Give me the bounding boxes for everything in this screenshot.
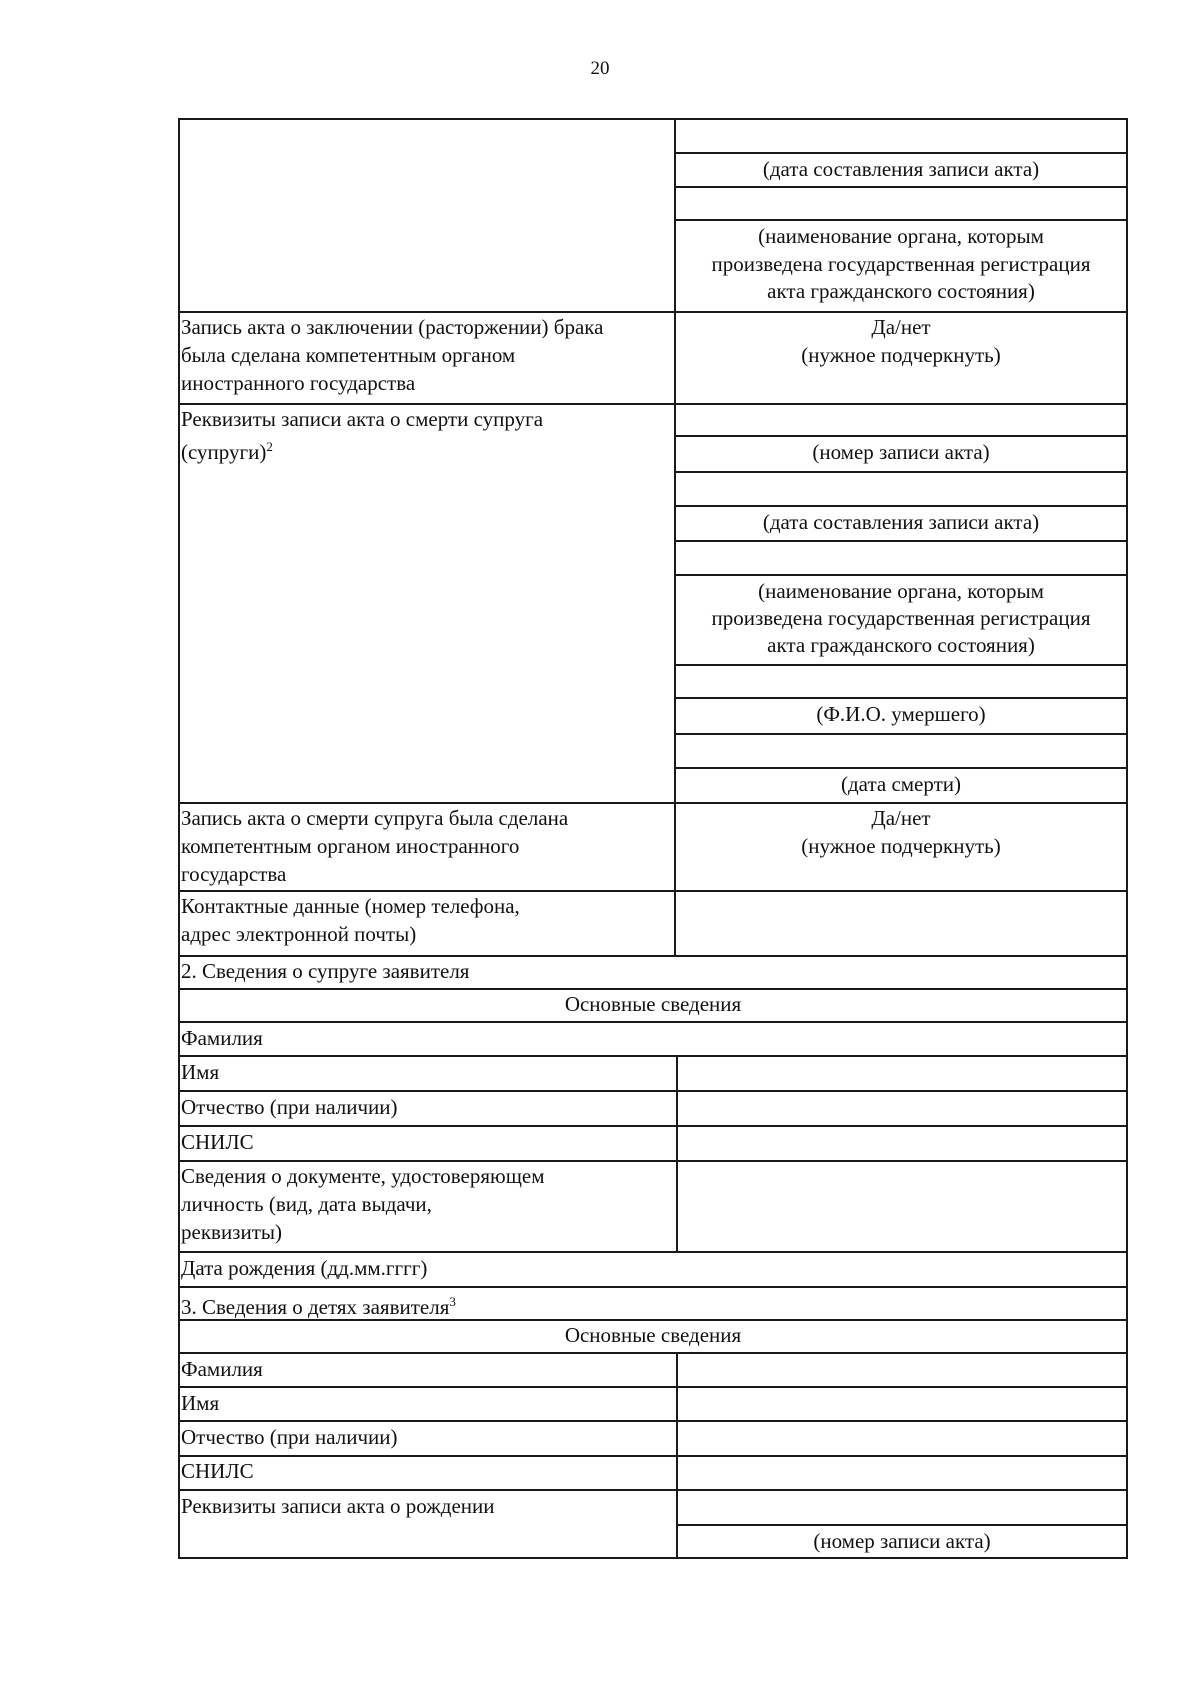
- row-divider: [674, 767, 1128, 769]
- row-divider: [178, 1160, 1128, 1162]
- section3-subtitle: Основные сведения: [564, 1323, 742, 1347]
- row-divider: [178, 1251, 1128, 1253]
- marriage-organ-hint-line2: произведена государственная регистрация: [711, 252, 1091, 276]
- row-divider: [676, 1524, 1128, 1526]
- table-border-bottom: [178, 1557, 1128, 1559]
- spouse-patronymic-label: Отчество (при наличии): [181, 1095, 398, 1119]
- footnote-mark: 3: [449, 1294, 456, 1309]
- row-divider: [674, 219, 1128, 221]
- death-number-hint: (номер записи акта): [812, 440, 990, 464]
- section2-subtitle: Основные сведения: [564, 992, 742, 1016]
- row-divider: [674, 471, 1128, 473]
- spouse-id-doc-label-line2: личность (вид, дата выдачи,: [181, 1192, 432, 1216]
- spouse-id-doc-label-line3: реквизиты): [181, 1220, 282, 1244]
- row-divider: [178, 1090, 1128, 1092]
- marriage-organ-hint-line3: акта гражданского состояния): [767, 279, 1035, 303]
- marriage-date-hint: (дата составления записи акта): [762, 157, 1040, 181]
- table-border-top: [178, 118, 1128, 120]
- spouse-snils-label: СНИЛС: [181, 1130, 254, 1154]
- table-border-right: [1126, 118, 1128, 1558]
- row-divider: [178, 802, 1128, 804]
- row-divider: [178, 988, 1128, 990]
- foreign-death-yes-no[interactable]: Да/нет: [871, 806, 931, 830]
- death-organ-hint-line1: (наименование органа, которым: [758, 579, 1044, 603]
- child-snils-label: СНИЛС: [181, 1459, 254, 1483]
- row-divider: [674, 664, 1128, 666]
- child-patronymic-label: Отчество (при наличии): [181, 1425, 398, 1449]
- spouse-id-doc-label-line1: Сведения о документе, удостоверяющем: [181, 1164, 545, 1188]
- spouse-surname-label: Фамилия: [181, 1026, 263, 1050]
- spouse-birth-date-label: Дата рождения (дд.мм.гггг): [181, 1256, 428, 1280]
- birth-record-number-hint: (номер записи акта): [813, 1529, 991, 1553]
- birth-record-label: Реквизиты записи акта о рождении: [181, 1494, 495, 1518]
- row-divider: [178, 1386, 1128, 1388]
- death-date-hint: (дата смерти): [840, 772, 962, 796]
- contacts-label-line1: Контактные данные (номер телефона,: [181, 894, 520, 918]
- child-surname-label: Фамилия: [181, 1357, 263, 1381]
- footnote-mark: 2: [266, 439, 273, 454]
- row-divider: [674, 733, 1128, 735]
- foreign-marriage-label-line3: иностранного государства: [181, 371, 416, 395]
- row-divider: [178, 1420, 1128, 1422]
- foreign-death-label-line2: компетентным органом иностранного: [181, 834, 520, 858]
- row-divider: [178, 1352, 1128, 1354]
- deceased-fio-hint: (Ф.И.О. умершего): [816, 702, 986, 726]
- death-organ-hint-line3: акта гражданского состояния): [767, 633, 1035, 657]
- foreign-marriage-hint: (нужное подчеркнуть): [801, 343, 1001, 367]
- foreign-death-label-line1: Запись акта о смерти супруга была сделана: [181, 806, 569, 830]
- row-divider: [178, 1125, 1128, 1127]
- row-divider: [674, 186, 1128, 188]
- row-divider: [178, 311, 1128, 313]
- row-divider: [178, 1021, 1128, 1023]
- row-divider: [674, 540, 1128, 542]
- contacts-label-line2: адрес электронной почты): [181, 922, 417, 946]
- row-divider: [674, 152, 1128, 154]
- row-divider: [674, 435, 1128, 437]
- death-date-compiled-hint: (дата составления записи акта): [762, 510, 1040, 534]
- marriage-organ-hint-line1: (наименование органа, которым: [758, 224, 1044, 248]
- row-divider: [674, 697, 1128, 699]
- page-number: 20: [590, 58, 610, 79]
- foreign-marriage-yes-no[interactable]: Да/нет: [871, 315, 931, 339]
- death-organ-hint-line2: произведена государственная регистрация: [711, 606, 1091, 630]
- section3-title: 3. Сведения о детях заявителя$^3$: [181, 1294, 456, 1319]
- child-name-label: Имя: [181, 1391, 220, 1415]
- section2-title: 2. Сведения о супруге заявителя: [181, 959, 470, 983]
- column-divider: [676, 1055, 678, 1252]
- row-divider: [178, 403, 1128, 405]
- spouse-name-label: Имя: [181, 1060, 220, 1084]
- foreign-marriage-label-line1: Запись акта о заключении (расторжении) брака: [181, 315, 604, 339]
- row-divider: [178, 1489, 1128, 1491]
- row-divider: [178, 890, 1128, 892]
- death-record-label-line1: Реквизиты записи акта о смерти супруга: [181, 407, 544, 431]
- row-divider: [674, 574, 1128, 576]
- foreign-death-label-line3: государства: [181, 862, 287, 886]
- death-record-label-line2: (супруги)$^2$: [181, 439, 273, 464]
- foreign-death-hint: (нужное подчеркнуть): [801, 834, 1001, 858]
- row-divider: [178, 1455, 1128, 1457]
- row-divider: [178, 955, 1128, 957]
- row-divider: [178, 1055, 1128, 1057]
- row-divider: [674, 505, 1128, 507]
- foreign-marriage-label-line2: была сделана компетентным органом: [181, 343, 516, 367]
